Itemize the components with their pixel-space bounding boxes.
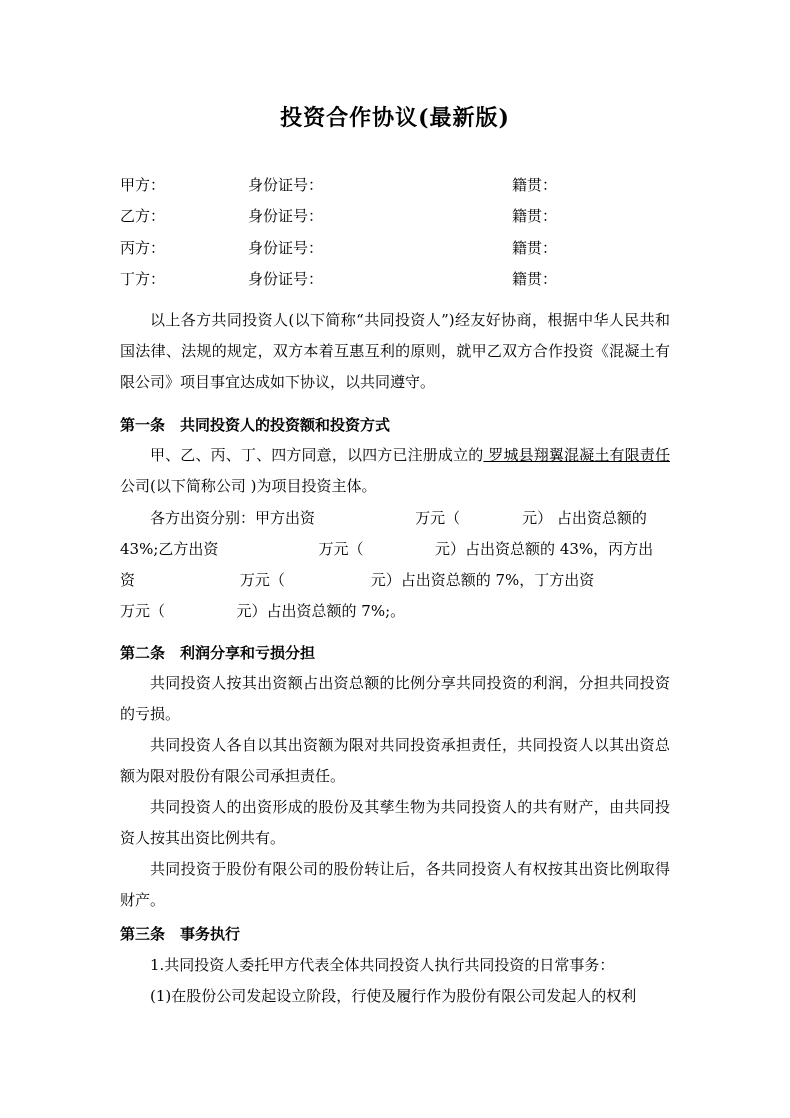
party-name: 丙方： [120, 239, 166, 257]
article-1-text-before: 甲、乙、丙、丁、四方同意，以四方已注册成立的 [150, 446, 484, 464]
party-name: 丁方： [120, 270, 166, 288]
company-name: 罗城县翔翼混凝土有限责任 [483, 446, 670, 464]
article-2-paragraph-3: 共同投资人的出资形成的股份及其孳生物为共同投资人的共有财产，由共同投资人按其出资比例共有。 [120, 798, 670, 847]
article-2-paragraph-2: 共同投资人各自以其出资额为限对共同投资承担责任，共同投资人以其出资总额为限对股份有限公司承担责任。 [120, 736, 670, 785]
id-number-label: 身份证号： [248, 270, 324, 288]
party-name: 甲方： [120, 176, 166, 194]
party-row-ding [120, 269, 680, 289]
intro-paragraph: 以上各方共同投资人(以下简称“共同投资人”)经友好协商，根据中华人民共和国法律、法规的规定，双方本着互惠互利的原则，就甲乙双方合作投资《混凝土有限公司》项目事宜达成如下协议，以共同遵守。 [120, 311, 670, 391]
id-number-label: 身份证号： [248, 239, 324, 257]
article-1-paragraph-1 [120, 440, 670, 502]
article-1-contribution-line-3: 资 万元（ 元）占出资总额的 7%，丁方出资 [120, 571, 595, 589]
article-1-contribution-line-2: 43%;乙方出资 万元（ 元）占出资总额的 43%，丙方出 [120, 540, 654, 558]
article-1-contribution-line-4: 万元（ 元）占出资总额的 7%;。 [120, 602, 406, 620]
party-row-bing [120, 238, 680, 258]
article-1-heading: 第一条 共同投资人的投资额和投资方式 [120, 416, 391, 434]
document-title: 投资合作协议(最新版) [280, 105, 510, 131]
article-2-paragraph-4: 共同投资于股份有限公司的股份转让后，各共同投资人有权按其出资比例取得财产。 [120, 860, 670, 909]
id-number-label: 身份证号： [248, 176, 324, 194]
party-row-yi [120, 206, 680, 226]
article-3-heading: 第三条 事务执行 [120, 925, 241, 943]
origin-label: 籍贯： [512, 239, 558, 257]
party-row-jia [120, 175, 680, 195]
article-2-heading: 第二条 利润分享和亏损分担 [120, 644, 316, 662]
origin-label: 籍贯： [512, 207, 558, 225]
origin-label: 籍贯： [512, 270, 558, 288]
article-3-paragraph-1: 1.共同投资人委托甲方代表全体共同投资人执行共同投资的日常事务： [150, 956, 615, 974]
party-name: 乙方： [120, 207, 166, 225]
article-1-text-after: 公司(以下简称公司 )为项目投资主体。 [120, 477, 377, 495]
article-3-paragraph-2: (1)在股份公司发起设立阶段，行使及履行作为股份有限公司发起人的权利 [150, 987, 637, 1005]
id-number-label: 身份证号： [248, 207, 324, 225]
article-2-paragraph-1: 共同投资人按其出资额占出资总额的比例分享共同投资的利润，分担共同投资的亏损。 [120, 674, 670, 723]
article-1-contribution-line-1: 各方出资分别：甲方出资 万元（ 元） 占出资总额的 [150, 509, 647, 527]
origin-label: 籍贯： [512, 176, 558, 194]
